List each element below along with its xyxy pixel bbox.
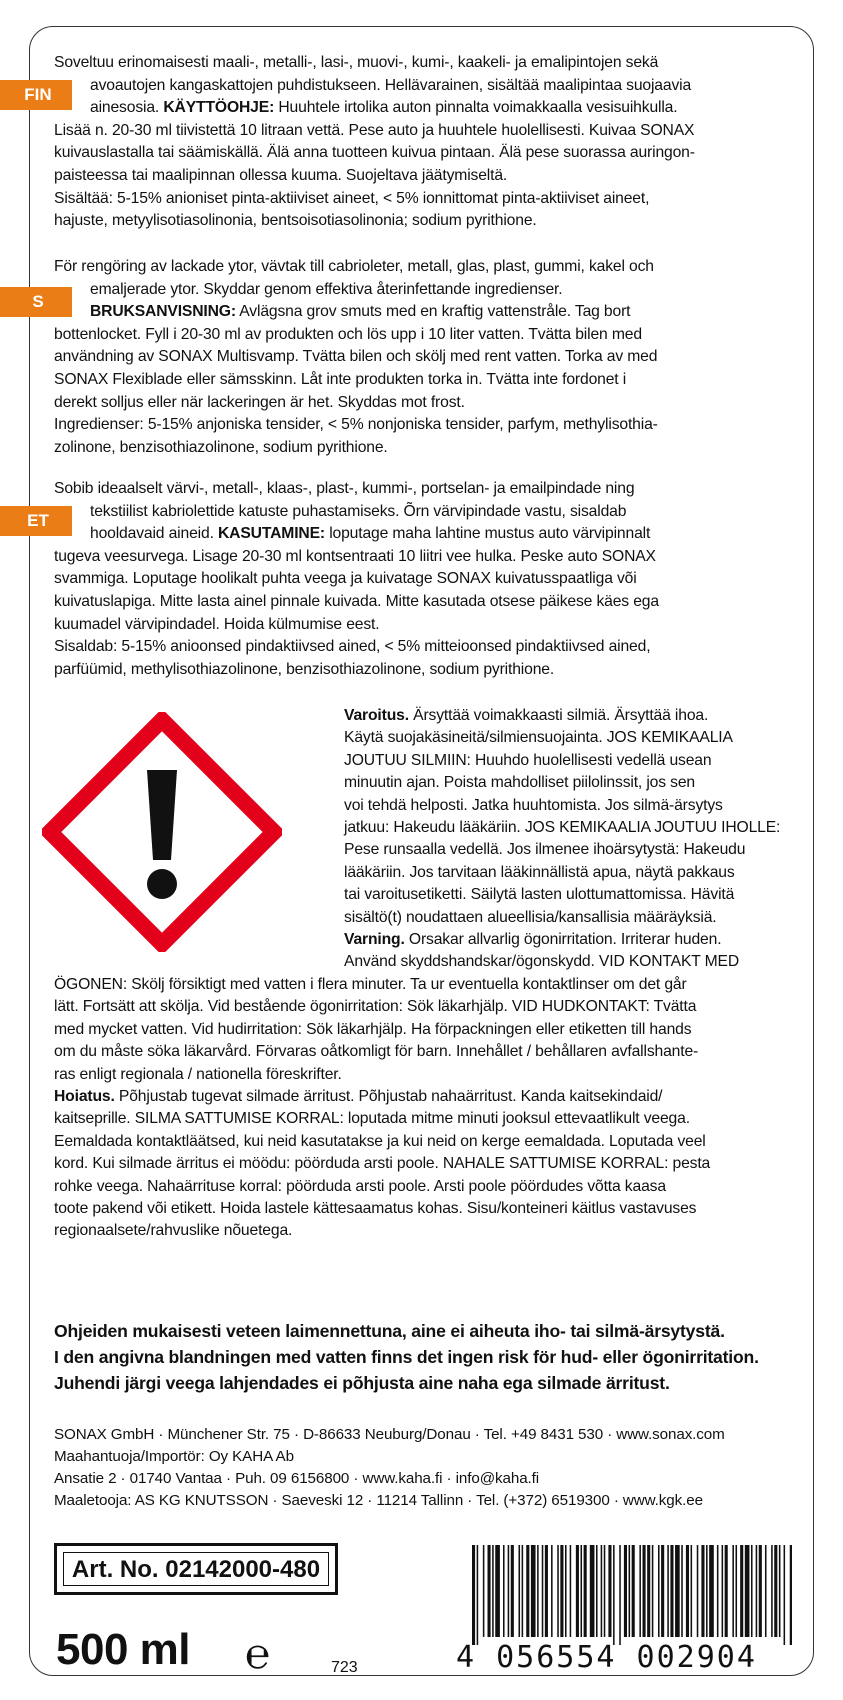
section-et: Sobib ideaalselt värvi-, metall-, klaas-, plast-, kummi-, portselan- ja emailpindade ning tekstiilist kabriolettide katuste puhastamiseks. Õrn värvipindade vastu, sisaldab hooldavaid aineid. KASUTAMINE: loputage maha lahtine mustus auto värvipinnalt tugeva veesurvega. Lisage 20-30 ml kontsentraati 10 liitri vee hulka. Peske auto SONAX svammiga. Loputage hoolikalt puhta veega ja kuivatage SONAX kuivatusspaatliga või kuivatuslapiga. Mitte lasta ainel pinnale kuivada. Mitte kasutada otsese päikese käes ega kuumadel värvipindadel. Hoida külmumise eest. Sisaldab: 5-15% anioonsed pindaktiivsed ained, < 5% mitteioonsed pindaktiivsed ained, parfüümid, methylisothiazolinone, benzisothiazolinone, sodium pyrithione. xyxy=(54,480,659,678)
lang-tag-s: S xyxy=(0,287,72,317)
volume-label: 500 ml xyxy=(56,1625,190,1674)
barcode xyxy=(470,1545,792,1645)
lang-tag-et: ET xyxy=(0,506,72,536)
article-number-box xyxy=(54,1543,338,1595)
warnings-block: Varoitus. Ärsyttää voimakkaasti silmiä. Ärsyttää ihoa. Käytä suojakäsineitä/silmiensuojainta. JOS KEMIKAALIA JOUTUU SILMIIN: Huuhdo huolellisesti vedellä usean minuutin ajan. Poista mahdolliset piilolinssit, jos sen voi tehdä helposti. Jatka huuhtomista. Jos silmä-ärsytys jatkuu: Hakeudu lääkäriin. JOS KEMIKAALIA JOUTUU IHOLLE: Pese runsaalla vedellä. Jos ilmenee ihoärsytystä: Hakeudu lääkäriin. Jos tarvitaan lääkinnällistä apua, näytä pakkaus tai varoitusetiketti. Säilytä lasten ulottumattomissa. Hävitä sisältö(t) noudattaen alueellisia/kansallisia määräyksiä. Varning. Orsakar allvarlig ögonirritation. Irriterar huden. Använd skyddshandskar/ögonskydd. VID KONTAKT MED ÖGONEN: Skölj försiktigt med vatten i flera minuter. Ta ur eventuella kontaktlinser om det går lätt. Fortsätt att skölja. Vid bestående ögonirritation: Sök läkarhjälp. VID HUDKONTAKT: Tvätta med mycket vatten. Vid hudirritation: Sök läkarhjälp. Ha förpackningen eller etiketten till hands om du måste söka läkarvård. Förvaras oåtkomligt för barn. Innehållet / behållaren avfallshante- ras enligt regionala / nationella föreskrifter. Hoiatus. Põhjustab tugevat silmade ärritust. Põhjustab nahaärritust. Kanda kaitsekindaid/ kaitseprille. SILMA SATTUMISE KORRAL: loputada mitme minuti jooksul ettevaatlikult veega. Eemaldada kontaktläätsed, kui neid kasutatakse ja kui neid on kerge eemaldada. Loputada veel kord. Kui silmade ärritus ei möödu: pöörduda arsti poole. NAHALE SATTUMISE KORRAL: pesta rohke veega. Nahaärrituse korral: pöörduda arsti poole. Arsti poole pöördudes võtta kaasa toote pakend või etikett. Hoida lastele kättesaamatus kohas. Sisu/konteineri käitlus vastavuses regionaalsete/rahvuslike nõuetega. xyxy=(54,707,781,1240)
lang-tag-fin: FIN xyxy=(0,80,72,110)
batch-code: 723 xyxy=(331,1659,358,1676)
estimated-sign-icon: ℮ xyxy=(245,1630,271,1677)
article-number: Art. No. 02142000-480 xyxy=(63,1552,329,1586)
contact-info: SONAX GmbH · Münchener Str. 75 · D-86633 Neuburg/Donau · Tel. +49 8431 530 · www.sonax.com Maahantuoja/Importör: Oy KAHA Ab Ansatie 2 · 01740 Vantaa · Puh. 09 6156800 · www.kaha.fi · info@kaha.fi Maaletooja: AS KG KNUTSSON · Saeveski 12 · 11214 Tallinn · Tel. (+372) 6519300 · www.kgk.ee xyxy=(54,1426,725,1509)
section-sv: För rengöring av lackade ytor, vävtak till cabrioleter, metall, glas, plast, gummi, kakel och emaljerade ytor. Skyddar genom effektiva återinfettande ingredienser. BRUKSANVISNING: Avlägsna grov smuts med en kraftig vattenstråle. Tag bort bottenlocket. Fyll i 20-30 ml av produkten och lös upp i 10 liter vatten. Tvätta bilen med användning av SONAX Multisvamp. Tvätta bilen och skölj med rent vatten. Torka av med SONAX Flexiblade eller sämsskinn. Låt inte produkten torka in. Tvätta inte fordonet i derekt solljus eller när lackeringen är het. Skyddas mot frost. Ingredienser: 5-15% anjoniska tensider, < 5% nonjoniska tensider, parfym, methylisothia- zolinone, benzisothiazolinone, sodium pyrithione. xyxy=(54,258,658,456)
barcode-digits: 4 056554 002904 xyxy=(456,1640,757,1675)
dilution-statements: Ohjeiden mukaisesti veteen laimennettuna, aine ei aiheuta iho- tai silmä-ärsytystä. I den angivna blandningen med vatten finns det ingen risk för hud- eller ögonirritation. Juhendi järgi veega lahjendades ei põhjusta aine naha ega silmade ärritust. xyxy=(54,1321,759,1393)
section-fin: Soveltuu erinomaisesti maali-, metalli-, lasi-, muovi-, kumi-, kaakeli- ja emalipintojen sekä avoautojen kangaskattojen puhdistukseen. Hellävarainen, sisältää maalipintaa suojaavia ainesosia. KÄYTTÖOHJE: Huuhtele irtolika auton pinnalta voimakkaalla vesisuihkulla. Lisää n. 20-30 ml tiivistettä 10 litraan vettä. Pese auto ja huuhtele huolellisesti. Kuivaa SONAX kuivauslastalla tai säämiskällä. Älä anna tuotteen kuivua pintaan. Älä pese suorassa auringon- paisteessa tai maalipinnan ollessa kuuma. Suojeltava jäätymiseltä. Sisältää: 5-15% anioniset pinta-aktiiviset aineet, < 5% ionnittomat pinta-aktiiviset aineet, hajuste, metyylisotiasolinonia, bentsoisotiasolinonia; sodium pyrithione. xyxy=(54,54,695,230)
